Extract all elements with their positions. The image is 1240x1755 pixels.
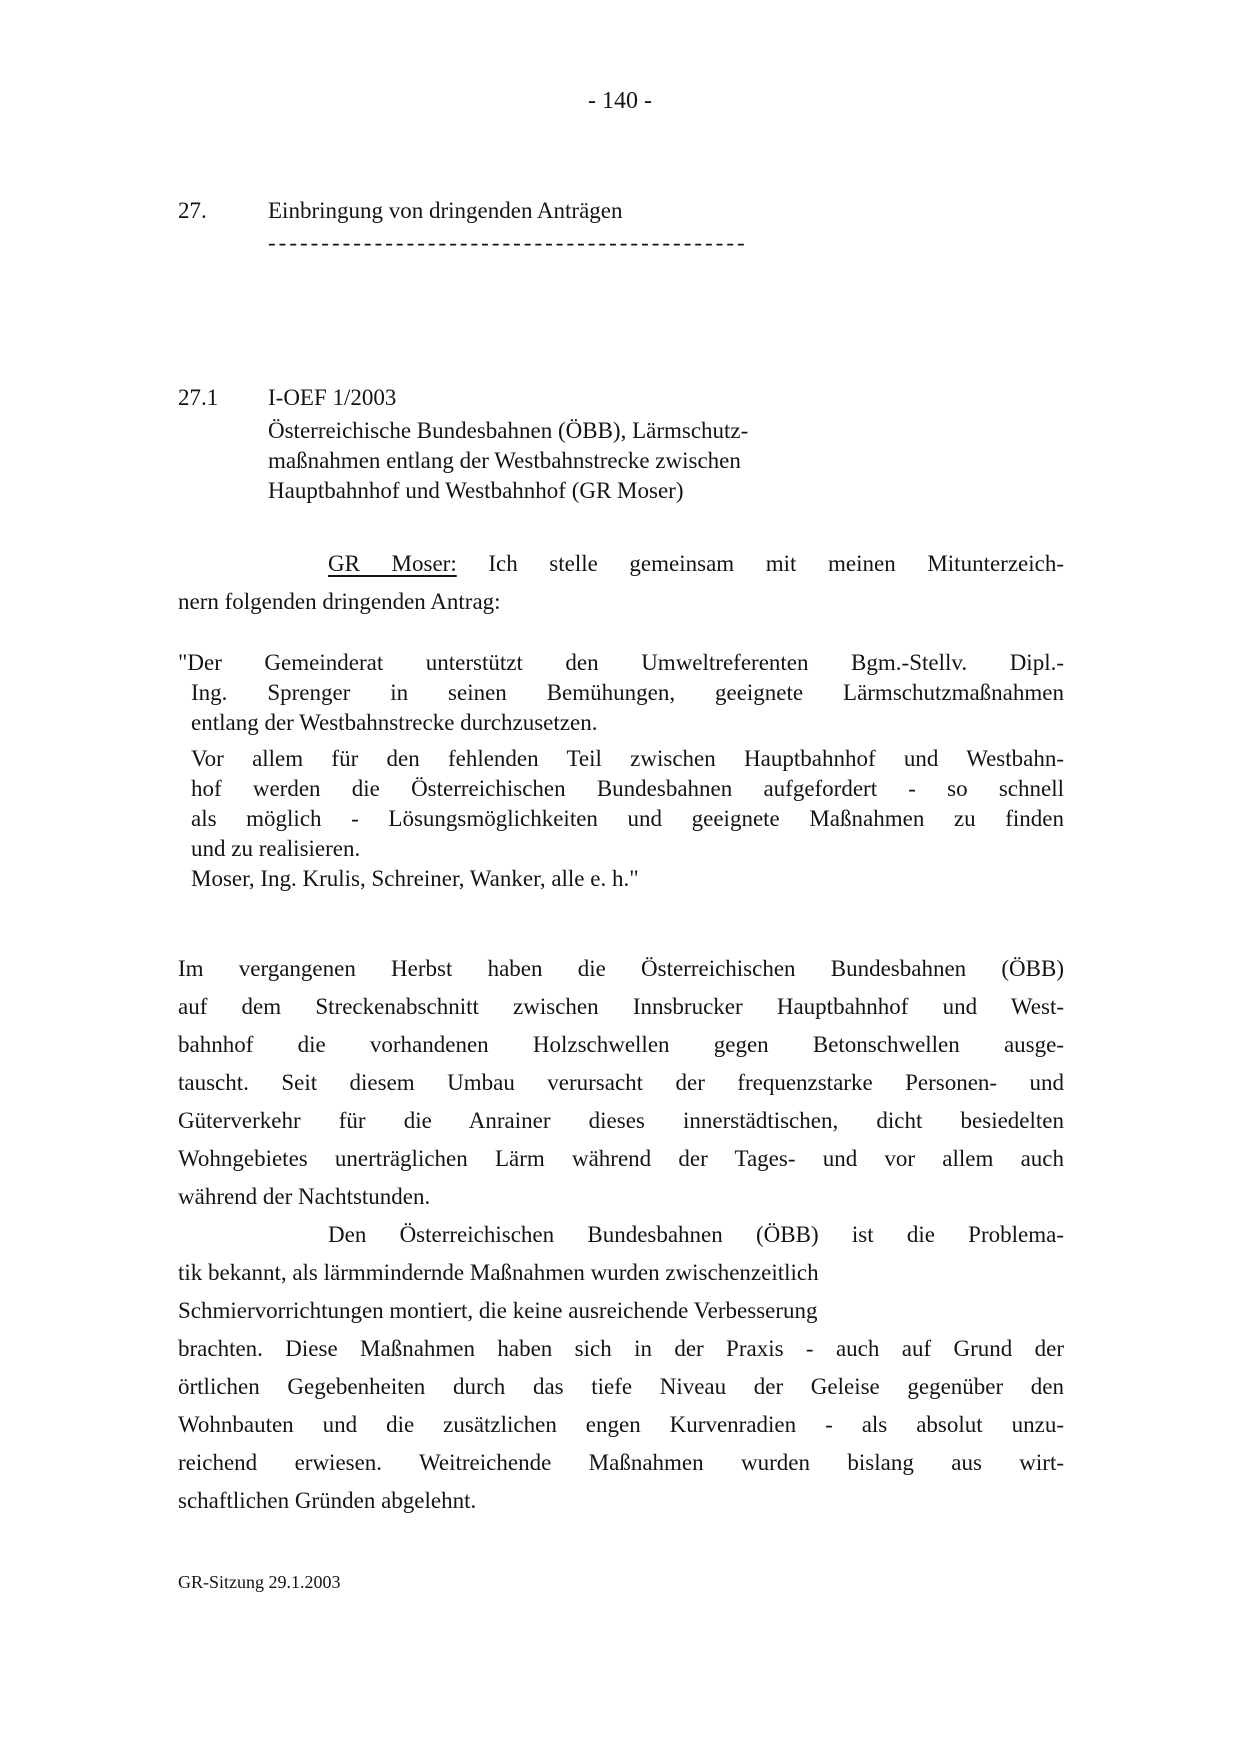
footer-text: GR-Sitzung 29.1.2003: [178, 1572, 341, 1592]
section-number: 27.: [178, 198, 207, 223]
text-line: Wohngebietes unerträglichen Lärm während der Tages- und vor allem auch: [178, 1146, 1064, 1171]
text-line: auf dem Streckenabschnitt zwischen Innsbrucker Hauptbahnhof und West-: [178, 994, 1064, 1019]
speech-intro-text: Ich stelle gemeinsam mit meinen Mitunterzeich-: [488, 551, 1065, 576]
section-title: Einbringung von dringenden Anträgen: [268, 198, 623, 223]
text-line: während der Nachtstunden.: [178, 1184, 431, 1209]
body-paragraph-2: [178, 1216, 1064, 1520]
subject-line: maßnahmen entlang der Westbahnstrecke zwischen: [268, 448, 741, 473]
text-line: örtlichen Gegebenheiten durch das tiefe Niveau der Geleise gegenüber den: [178, 1374, 1064, 1399]
item-code: I-OEF 1/2003: [268, 385, 397, 410]
page-number: - 140 -: [588, 88, 652, 114]
item-subject: [268, 416, 888, 506]
text-line: bahnhof die vorhandenen Holzschwellen gegen Betonschwellen ausge-: [178, 1032, 1064, 1057]
motion-paragraph-2: [191, 744, 1064, 864]
text-line: als möglich - Lösungsmöglichkeiten und geeignete Maßnahmen zu finden: [191, 806, 1064, 831]
text-line: entlang der Westbahnstrecke durchzusetzen.: [191, 710, 598, 735]
text-line: Den Österreichischen Bundesbahnen (ÖBB) ist die Problema-: [328, 1222, 1064, 1247]
speaker-name: GR Moser:: [328, 551, 457, 576]
section-underline: ---------------------------------------------: [268, 230, 748, 255]
text-line: "Der Gemeinderat unterstützt den Umweltreferenten Bgm.-Stellv. Dipl.-: [178, 650, 1064, 675]
text-line: tik bekannt, als lärmmindernde Maßnahmen wurden zwischenzeitlich: [178, 1260, 819, 1285]
motion-paragraph-1: [178, 648, 1064, 738]
text-line: brachten. Diese Maßnahmen haben sich in der Praxis - auch auf Grund der: [178, 1336, 1064, 1361]
text-line: und zu realisieren.: [191, 836, 361, 861]
text-line: schaftlichen Gründen abgelehnt.: [178, 1488, 477, 1513]
text-line: [178, 545, 1064, 583]
subject-line: Hauptbahnhof und Westbahnhof (GR Moser): [268, 478, 684, 503]
subject-line: Österreichische Bundesbahnen (ÖBB), Lärmschutz-: [268, 418, 749, 443]
text-line: Ing. Sprenger in seinen Bemühungen, geeignete Lärmschutzmaßnahmen: [191, 680, 1064, 705]
text-line: Im vergangenen Herbst haben die Österreichischen Bundesbahnen (ÖBB): [178, 956, 1064, 981]
text-line: hof werden die Österreichischen Bundesbahnen aufgefordert - so schnell: [191, 776, 1064, 801]
text-line: nern folgenden dringenden Antrag:: [178, 589, 501, 614]
item-number: 27.1: [178, 385, 219, 410]
text-line: Vor allem für den fehlenden Teil zwischen Hauptbahnhof und Westbahn-: [191, 746, 1064, 771]
text-line: Güterverkehr für die Anrainer dieses innerstädtischen, dicht besiedelten: [178, 1108, 1064, 1133]
text-line: Moser, Ing. Krulis, Schreiner, Wanker, alle e. h.": [191, 866, 639, 891]
text-line: tauscht. Seit diesem Umbau verursacht der frequenzstarke Personen- und: [178, 1070, 1064, 1095]
text-line: Wohnbauten und die zusätzlichen engen Kurvenradien - als absolut unzu-: [178, 1412, 1064, 1437]
text-line: reichend erwiesen. Weitreichende Maßnahmen wurden bislang aus wirt-: [178, 1450, 1064, 1475]
speech-intro-paragraph: [178, 545, 1064, 621]
text-line: Schmiervorrichtungen montiert, die keine ausreichende Verbesserung: [178, 1298, 818, 1323]
body-paragraph-1: [178, 950, 1064, 1216]
motion-signatories: [191, 864, 1064, 894]
